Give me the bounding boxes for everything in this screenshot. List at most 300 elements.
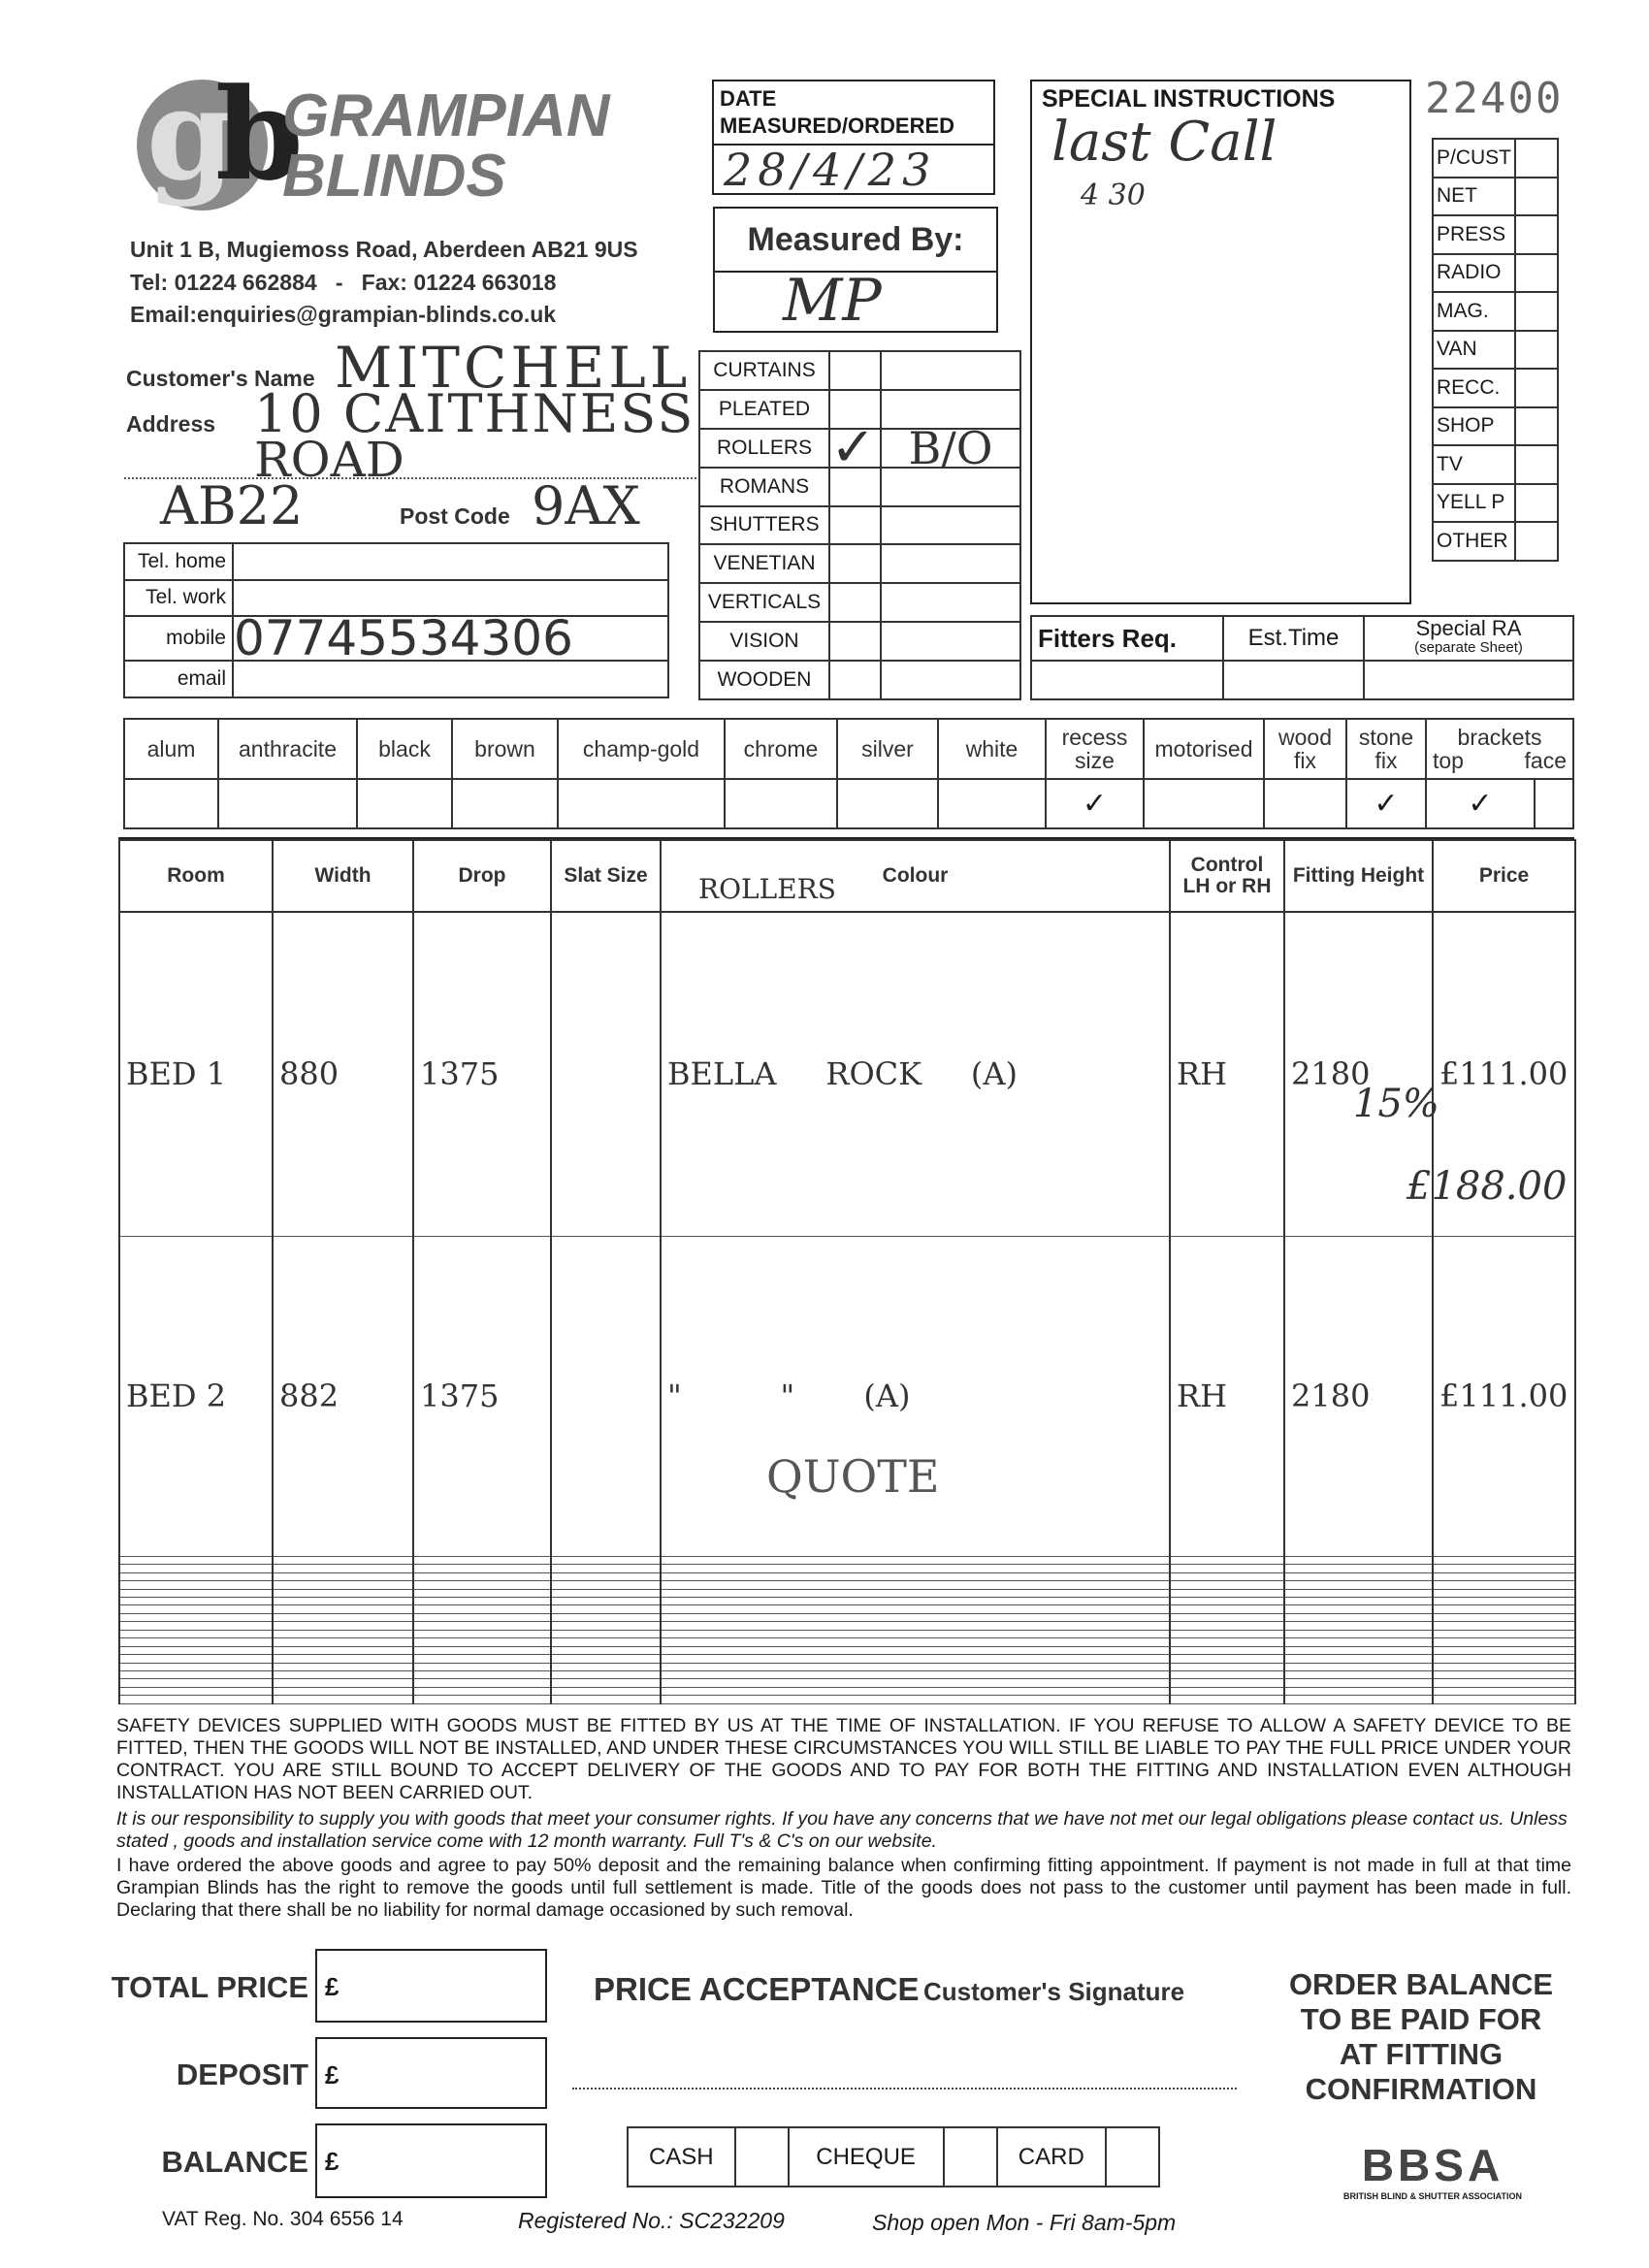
- items-header-row: [119, 840, 1575, 912]
- item-control-cell[interactable]: [1170, 1622, 1284, 1630]
- item-width-cell[interactable]: 882: [273, 1236, 413, 1556]
- item-drop-cell[interactable]: 1375: [413, 1236, 551, 1556]
- blind-type-label: CURTAINS: [699, 351, 829, 390]
- item-slat-cell[interactable]: [551, 912, 661, 1236]
- contact-value-field[interactable]: [233, 661, 668, 697]
- item-height-cell[interactable]: [1284, 1663, 1433, 1670]
- item-colour-cell[interactable]: [661, 1646, 1170, 1654]
- item-slat-cell[interactable]: [551, 1622, 661, 1630]
- item-price-cell[interactable]: [1433, 1613, 1575, 1621]
- payment-card-checkbox[interactable]: [1106, 2127, 1159, 2187]
- item-price-cell[interactable]: [1433, 1671, 1575, 1679]
- address-line-3: AB22: [160, 475, 304, 536]
- item-slat-cell[interactable]: [551, 1671, 661, 1679]
- item-height-cell[interactable]: [1284, 1696, 1433, 1704]
- item-slat-cell[interactable]: [551, 1556, 661, 1564]
- item-height-cell[interactable]: [1284, 1630, 1433, 1637]
- item-room-cell[interactable]: [119, 1663, 273, 1670]
- contact-label: Tel. home: [124, 543, 233, 580]
- source-checkbox[interactable]: [1515, 407, 1558, 446]
- blind-type-tick[interactable]: [829, 544, 881, 583]
- item-height-cell[interactable]: [1284, 1671, 1433, 1679]
- option-label: champ-gold: [558, 719, 725, 779]
- fitters-req-field[interactable]: [1031, 661, 1223, 699]
- contact-value-field[interactable]: [233, 543, 668, 580]
- item-colour-cell[interactable]: [661, 1613, 1170, 1621]
- item-height-cell[interactable]: [1284, 1597, 1433, 1604]
- option-checkbox[interactable]: [938, 779, 1046, 828]
- option-checkbox[interactable]: ✓: [1346, 779, 1426, 828]
- deposit-field[interactable]: [315, 2037, 547, 2109]
- item-drop-cell[interactable]: [413, 1679, 551, 1687]
- brackets-face-checkbox[interactable]: [1535, 779, 1573, 828]
- payment-cheque-checkbox[interactable]: [944, 2127, 997, 2187]
- item-price-cell[interactable]: £111.00: [1433, 912, 1575, 1236]
- item-control-cell[interactable]: RH: [1170, 912, 1284, 1236]
- item-width-cell[interactable]: 880: [273, 912, 413, 1236]
- item-room-cell[interactable]: [119, 1581, 273, 1589]
- blind-type-row: [699, 661, 1020, 699]
- item-colour-cell[interactable]: [661, 1696, 1170, 1704]
- item-control-cell[interactable]: [1170, 1663, 1284, 1670]
- item-width-cell[interactable]: [273, 1646, 413, 1654]
- item-drop-cell[interactable]: [413, 1581, 551, 1589]
- item-drop-cell[interactable]: 1375: [413, 912, 551, 1236]
- company-name-2: BLINDS: [282, 143, 506, 210]
- blind-type-label: VENETIAN: [699, 544, 829, 583]
- item-control-cell[interactable]: [1170, 1655, 1284, 1663]
- blind-type-label: SHUTTERS: [699, 506, 829, 545]
- item-width-cell[interactable]: [273, 1565, 413, 1572]
- item-slat-cell[interactable]: [551, 1589, 661, 1597]
- item-row: [119, 1671, 1575, 1679]
- item-height-cell[interactable]: [1284, 1622, 1433, 1630]
- item-control-cell[interactable]: [1170, 1565, 1284, 1572]
- item-drop-cell[interactable]: [413, 1613, 551, 1621]
- item-row: [119, 1556, 1575, 1564]
- items-header: Price: [1433, 840, 1575, 912]
- deposit-label: DEPOSIT: [176, 2057, 308, 2091]
- price-acceptance: [594, 1971, 1184, 2008]
- item-drop-cell[interactable]: [413, 1696, 551, 1704]
- source-checkbox[interactable]: [1515, 369, 1558, 407]
- address-line-2: ROAD: [254, 432, 404, 488]
- item-colour-cell[interactable]: [661, 1622, 1170, 1630]
- item-width-cell[interactable]: [273, 1687, 413, 1695]
- source-row: [1433, 445, 1558, 484]
- item-control-cell[interactable]: [1170, 1581, 1284, 1589]
- item-drop-cell[interactable]: [413, 1572, 551, 1580]
- item-slat-cell[interactable]: [551, 1679, 661, 1687]
- item-slat-cell[interactable]: [551, 1572, 661, 1580]
- measured-by-box: [713, 207, 998, 333]
- item-colour-cell[interactable]: [661, 1597, 1170, 1604]
- option-checkbox[interactable]: [1264, 779, 1346, 828]
- special-instructions-value: last Call: [1051, 111, 1277, 174]
- item-price-cell[interactable]: [1433, 1572, 1575, 1580]
- total-price-field[interactable]: [315, 1949, 547, 2023]
- item-room-cell[interactable]: BED 1: [119, 912, 273, 1236]
- item-price-cell[interactable]: [1433, 1696, 1575, 1704]
- item-drop-cell[interactable]: [413, 1622, 551, 1630]
- item-width-cell[interactable]: [273, 1671, 413, 1679]
- item-price-cell[interactable]: £111.00: [1433, 1236, 1575, 1556]
- source-row: [1433, 407, 1558, 446]
- item-price-cell[interactable]: [1433, 1581, 1575, 1589]
- contact-row: [124, 543, 668, 580]
- item-row: [119, 1630, 1575, 1637]
- customer-name-label: Customer's Name: [126, 366, 315, 391]
- contact-value-field[interactable]: 07745534306: [233, 616, 668, 661]
- source-checkbox[interactable]: [1515, 292, 1558, 331]
- contact-row: [124, 661, 668, 697]
- blind-type-tick[interactable]: ✓: [829, 429, 881, 468]
- item-height-cell[interactable]: [1284, 1589, 1433, 1597]
- option-checkbox[interactable]: [837, 779, 938, 828]
- source-checklist: [1432, 138, 1559, 562]
- item-height-cell[interactable]: [1284, 1687, 1433, 1695]
- blind-type-label: VISION: [699, 622, 829, 661]
- source-label: SHOP: [1433, 407, 1515, 446]
- item-width-cell[interactable]: [273, 1679, 413, 1687]
- option-label: wood fix: [1264, 719, 1346, 779]
- item-width-cell[interactable]: [273, 1638, 413, 1646]
- items-header: Width: [273, 840, 413, 912]
- item-height-cell[interactable]: [1284, 1646, 1433, 1654]
- registered-number: Registered No.: SC232209: [518, 2208, 785, 2233]
- special-instructions-label: SPECIAL INSTRUCTIONS: [1042, 85, 1336, 113]
- item-control-cell[interactable]: [1170, 1572, 1284, 1580]
- option-checkbox[interactable]: [357, 779, 452, 828]
- item-control-cell[interactable]: [1170, 1646, 1284, 1654]
- item-price-cell[interactable]: [1433, 1622, 1575, 1630]
- source-checkbox[interactable]: [1515, 178, 1558, 216]
- option-checkbox[interactable]: [124, 779, 218, 828]
- item-price-cell[interactable]: [1433, 1597, 1575, 1604]
- payment-card-label: CARD: [997, 2127, 1106, 2187]
- item-colour-cell[interactable]: BELLA ROCK (A): [661, 912, 1170, 1236]
- item-drop-cell[interactable]: [413, 1638, 551, 1646]
- item-price-cell[interactable]: [1433, 1565, 1575, 1572]
- bbsa-logo: [1316, 2139, 1549, 2201]
- option-label: alum: [124, 719, 218, 779]
- item-slat-cell[interactable]: [551, 1638, 661, 1646]
- item-price-cell[interactable]: [1433, 1605, 1575, 1613]
- order-balance-line: ORDER BALANCE: [1288, 1967, 1554, 2001]
- item-slat-cell[interactable]: [551, 1663, 661, 1670]
- item-height-cell[interactable]: 2180: [1284, 912, 1433, 1236]
- item-drop-cell[interactable]: [413, 1630, 551, 1637]
- item-room-cell[interactable]: [119, 1679, 273, 1687]
- item-width-cell[interactable]: [273, 1613, 413, 1621]
- item-room-cell[interactable]: [119, 1696, 273, 1704]
- item-room-cell[interactable]: [119, 1565, 273, 1572]
- option-label: stone fix: [1346, 719, 1426, 779]
- option-checkbox[interactable]: [1144, 779, 1264, 828]
- item-price-cell[interactable]: [1433, 1646, 1575, 1654]
- item-height-cell[interactable]: [1284, 1565, 1433, 1572]
- item-height-cell[interactable]: [1284, 1655, 1433, 1663]
- option-label: white: [938, 719, 1046, 779]
- blind-type-note: [881, 351, 1020, 390]
- brackets-top-checkbox[interactable]: ✓: [1426, 779, 1535, 828]
- blind-type-tick[interactable]: [829, 661, 881, 699]
- item-row: [119, 1572, 1575, 1580]
- item-control-cell[interactable]: [1170, 1613, 1284, 1621]
- item-drop-cell[interactable]: [413, 1663, 551, 1670]
- item-width-cell[interactable]: [273, 1556, 413, 1564]
- brackets-face-label: face: [1524, 748, 1567, 773]
- bbsa-logo-text: BBSA: [1361, 2140, 1504, 2190]
- total-price-label: TOTAL PRICE: [111, 1970, 308, 2004]
- item-colour-cell[interactable]: [661, 1565, 1170, 1572]
- item-width-cell[interactable]: [273, 1597, 413, 1604]
- item-colour-cell[interactable]: [661, 1581, 1170, 1589]
- items-header: Slat Size: [551, 840, 661, 912]
- item-height-cell[interactable]: [1284, 1572, 1433, 1580]
- item-row: [119, 1613, 1575, 1621]
- item-slat-cell[interactable]: [551, 1236, 661, 1556]
- item-slat-cell[interactable]: [551, 1597, 661, 1604]
- item-width-cell[interactable]: [273, 1696, 413, 1704]
- item-drop-cell[interactable]: [413, 1655, 551, 1663]
- postcode-label: Post Code: [400, 503, 510, 529]
- item-drop-cell[interactable]: [413, 1565, 551, 1572]
- option-checkbox[interactable]: ✓: [1046, 779, 1144, 828]
- est-time-field[interactable]: [1223, 661, 1364, 699]
- source-checkbox[interactable]: [1515, 522, 1558, 561]
- item-colour-cell[interactable]: [661, 1638, 1170, 1646]
- balance-field[interactable]: [315, 2123, 547, 2198]
- item-height-cell[interactable]: [1284, 1638, 1433, 1646]
- date-label: DATE MEASURED/ORDERED: [714, 81, 993, 146]
- item-price-cell[interactable]: [1433, 1687, 1575, 1695]
- signature-line[interactable]: [572, 2088, 1237, 2090]
- blind-type-row: [699, 622, 1020, 661]
- source-row: [1433, 369, 1558, 407]
- item-room-cell[interactable]: [119, 1671, 273, 1679]
- item-price-cell[interactable]: [1433, 1663, 1575, 1670]
- item-height-cell[interactable]: [1284, 1613, 1433, 1621]
- item-control-cell[interactable]: [1170, 1679, 1284, 1687]
- special-ra-field[interactable]: [1364, 661, 1573, 699]
- options-table: [123, 718, 1574, 829]
- measured-by-value: MP: [783, 267, 882, 335]
- source-label: RECC.: [1433, 369, 1515, 407]
- item-slat-cell[interactable]: [551, 1581, 661, 1589]
- item-price-cell[interactable]: [1433, 1655, 1575, 1663]
- legal-order: I have ordered the above goods and agree to pay 50% deposit and the remaining balance when confirming fitting appointment. If payment is not made in full at that time Grampian Blinds has the right to remove the goods until full settlement is made. Title of the goods does not pass to the customer until payment has been made in full. Declaring that there shall be no liability for normal damage occasioned by such removal.: [116, 1855, 1571, 1921]
- option-checkbox[interactable]: [218, 779, 357, 828]
- item-width-cell[interactable]: [273, 1630, 413, 1637]
- item-room-cell[interactable]: [119, 1613, 273, 1621]
- item-drop-cell[interactable]: [413, 1671, 551, 1679]
- source-checkbox[interactable]: [1515, 139, 1558, 178]
- item-colour-cell[interactable]: " " (A): [661, 1236, 1170, 1556]
- blind-type-row: [699, 351, 1020, 390]
- blind-type-note: [881, 583, 1020, 622]
- item-height-cell[interactable]: [1284, 1581, 1433, 1589]
- item-price-cell[interactable]: [1433, 1679, 1575, 1687]
- bbsa-sub: BRITISH BLIND & SHUTTER ASSOCIATION: [1343, 2191, 1522, 2201]
- item-colour-cell[interactable]: [661, 1655, 1170, 1663]
- item-control-cell[interactable]: [1170, 1630, 1284, 1637]
- item-control-cell[interactable]: [1170, 1556, 1284, 1564]
- item-drop-cell[interactable]: [413, 1556, 551, 1564]
- source-checkbox[interactable]: [1515, 254, 1558, 293]
- items-header: Colour: [661, 840, 1170, 912]
- item-slat-cell[interactable]: [551, 1630, 661, 1637]
- item-control-cell[interactable]: [1170, 1638, 1284, 1646]
- item-width-cell[interactable]: [273, 1581, 413, 1589]
- source-row: [1433, 254, 1558, 293]
- item-drop-cell[interactable]: [413, 1589, 551, 1597]
- item-width-cell[interactable]: [273, 1572, 413, 1580]
- source-checkbox[interactable]: [1515, 331, 1558, 370]
- item-width-cell[interactable]: [273, 1655, 413, 1663]
- colour-note: ROLLERS: [698, 873, 836, 905]
- item-control-cell[interactable]: [1170, 1696, 1284, 1704]
- item-row: [119, 1581, 1575, 1589]
- item-colour-cell[interactable]: [661, 1630, 1170, 1637]
- item-row: [119, 1236, 1575, 1556]
- blind-type-row: [699, 429, 1020, 468]
- item-room-cell[interactable]: [119, 1655, 273, 1663]
- item-width-cell[interactable]: [273, 1589, 413, 1597]
- item-control-cell[interactable]: [1170, 1687, 1284, 1695]
- item-colour-cell[interactable]: [661, 1679, 1170, 1687]
- blind-type-label: ROMANS: [699, 468, 829, 506]
- currency-symbol: £: [325, 2060, 340, 2090]
- item-control-cell[interactable]: [1170, 1671, 1284, 1679]
- signature-label: Customer's Signature: [922, 1977, 1185, 2006]
- blind-type-label: VERTICALS: [699, 583, 829, 622]
- item-room-cell[interactable]: BED 2: [119, 1236, 273, 1556]
- item-height-cell[interactable]: 2180: [1284, 1236, 1433, 1556]
- item-room-cell[interactable]: [119, 1687, 273, 1695]
- item-height-cell[interactable]: [1284, 1679, 1433, 1687]
- blind-type-note: [881, 661, 1020, 699]
- item-colour-cell[interactable]: [661, 1605, 1170, 1613]
- blind-type-tick[interactable]: [829, 622, 881, 661]
- item-colour-cell[interactable]: [661, 1671, 1170, 1679]
- item-colour-cell[interactable]: [661, 1663, 1170, 1670]
- item-room-cell[interactable]: [119, 1572, 273, 1580]
- item-drop-cell[interactable]: [413, 1605, 551, 1613]
- item-room-cell[interactable]: [119, 1622, 273, 1630]
- item-row: [119, 1696, 1575, 1704]
- item-control-cell[interactable]: [1170, 1589, 1284, 1597]
- discount-note: 15%: [1353, 1082, 1439, 1126]
- item-width-cell[interactable]: [273, 1622, 413, 1630]
- blind-type-tick[interactable]: [829, 506, 881, 545]
- item-row: [119, 1622, 1575, 1630]
- balance-label: BALANCE: [161, 2145, 308, 2179]
- source-row: [1433, 522, 1558, 561]
- item-room-cell[interactable]: [119, 1630, 273, 1637]
- contact-table: [123, 542, 669, 698]
- postcode: 9AX: [532, 475, 640, 536]
- item-drop-cell[interactable]: [413, 1646, 551, 1654]
- items-header: Fitting Height: [1284, 840, 1433, 912]
- source-label: VAN: [1433, 331, 1515, 370]
- item-room-cell[interactable]: [119, 1556, 273, 1564]
- payment-cash-checkbox[interactable]: [735, 2127, 789, 2187]
- date-value: 28/4/23: [724, 144, 937, 196]
- source-label: OTHER: [1433, 522, 1515, 561]
- item-height-cell[interactable]: [1284, 1556, 1433, 1564]
- item-room-cell[interactable]: [119, 1597, 273, 1604]
- brackets-label: brackets: [1457, 725, 1542, 750]
- order-number: 22400: [1425, 74, 1564, 123]
- item-room-cell[interactable]: [119, 1589, 273, 1597]
- item-price-cell[interactable]: [1433, 1556, 1575, 1564]
- item-control-cell[interactable]: [1170, 1605, 1284, 1613]
- blind-type-tick[interactable]: [829, 583, 881, 622]
- shop-hours: Shop open Mon - Fri 8am-5pm: [872, 2210, 1177, 2235]
- item-slat-cell[interactable]: [551, 1613, 661, 1621]
- options-header-row: [124, 719, 1573, 779]
- item-colour-cell[interactable]: [661, 1572, 1170, 1580]
- quote-note: QUOTE: [766, 1450, 940, 1503]
- item-row: [119, 1589, 1575, 1597]
- item-width-cell[interactable]: [273, 1605, 413, 1613]
- item-drop-cell[interactable]: [413, 1687, 551, 1695]
- option-checkbox[interactable]: [558, 779, 725, 828]
- item-price-cell[interactable]: [1433, 1638, 1575, 1646]
- item-colour-cell[interactable]: [661, 1687, 1170, 1695]
- item-room-cell[interactable]: [119, 1638, 273, 1646]
- item-colour-cell[interactable]: [661, 1589, 1170, 1597]
- item-drop-cell[interactable]: [413, 1597, 551, 1604]
- item-height-cell[interactable]: [1284, 1605, 1433, 1613]
- source-row: [1433, 139, 1558, 178]
- source-label: YELL P: [1433, 484, 1515, 523]
- items-header: Drop: [413, 840, 551, 912]
- currency-symbol: £: [325, 2147, 340, 2176]
- company-email: Email:enquiries@grampian-blinds.co.uk: [130, 302, 557, 327]
- company-logo: [127, 60, 610, 211]
- source-checkbox[interactable]: [1515, 484, 1558, 523]
- item-slat-cell[interactable]: [551, 1696, 661, 1704]
- special-ra-label: [1364, 616, 1573, 661]
- source-checkbox[interactable]: [1515, 445, 1558, 484]
- blind-type-tick[interactable]: [829, 351, 881, 390]
- item-slat-cell[interactable]: [551, 1605, 661, 1613]
- item-slat-cell[interactable]: [551, 1565, 661, 1572]
- options-tick-row: [124, 779, 1573, 828]
- item-colour-cell[interactable]: [661, 1556, 1170, 1564]
- item-price-cell[interactable]: [1433, 1630, 1575, 1637]
- source-checkbox[interactable]: [1515, 215, 1558, 254]
- item-width-cell[interactable]: [273, 1663, 413, 1670]
- option-checkbox[interactable]: [725, 779, 837, 828]
- item-slat-cell[interactable]: [551, 1646, 661, 1654]
- item-row: [119, 912, 1575, 1236]
- item-row: [119, 1565, 1575, 1572]
- item-control-cell[interactable]: [1170, 1597, 1284, 1604]
- item-row: [119, 1679, 1575, 1687]
- option-checkbox[interactable]: [452, 779, 558, 828]
- item-room-cell[interactable]: [119, 1646, 273, 1654]
- item-room-cell[interactable]: [119, 1605, 273, 1613]
- item-slat-cell[interactable]: [551, 1655, 661, 1663]
- fitters-table: [1030, 615, 1574, 700]
- item-row: [119, 1597, 1575, 1604]
- item-control-cell[interactable]: RH: [1170, 1236, 1284, 1556]
- item-price-cell[interactable]: [1433, 1589, 1575, 1597]
- item-slat-cell[interactable]: [551, 1687, 661, 1695]
